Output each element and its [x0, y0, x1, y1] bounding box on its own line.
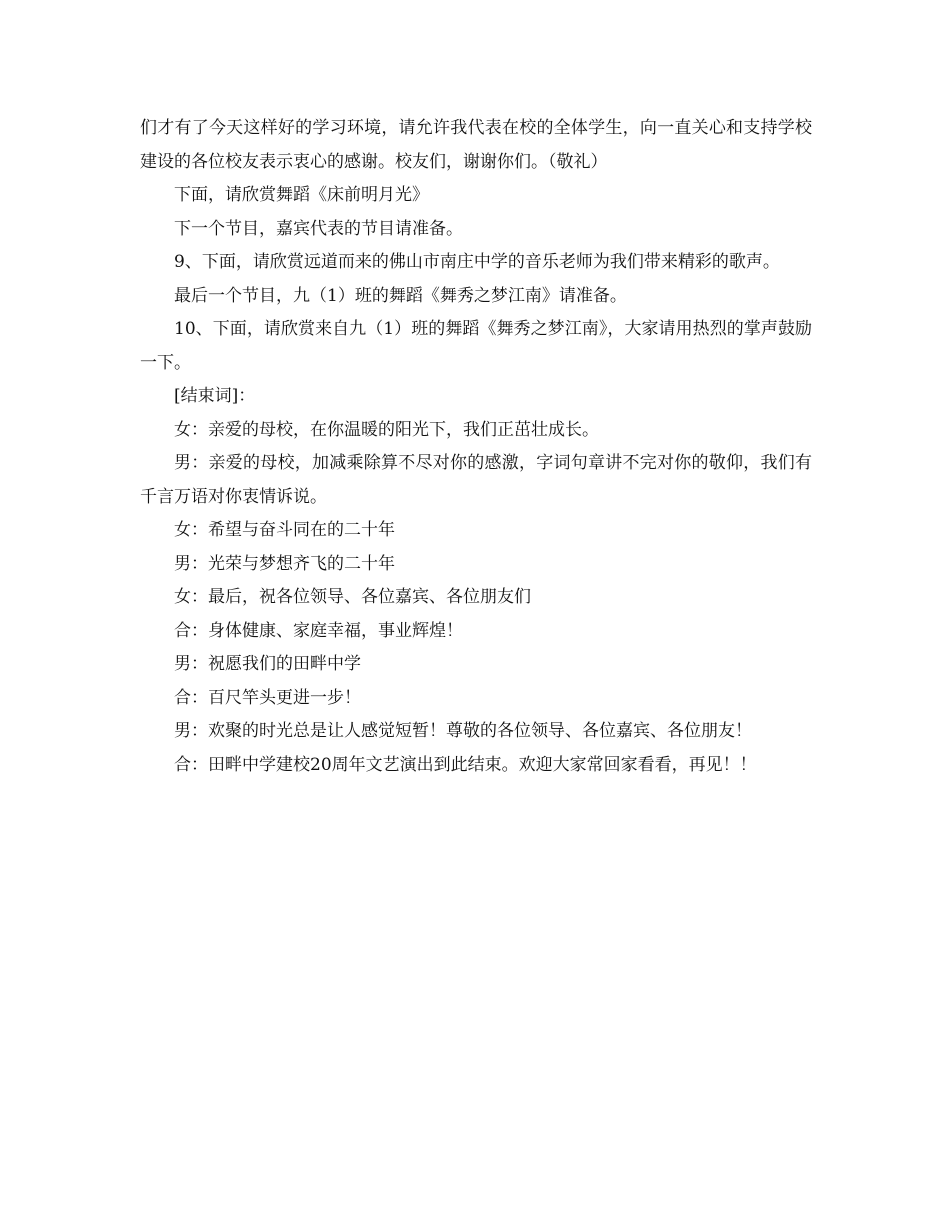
paragraph-line-together-3: 合：田畔中学建校20周年文艺演出到此结束。欢迎大家常回家看看，再见！！: [174, 754, 757, 775]
paragraph-line-together-1: 合：身体健康、家庭幸福，事业辉煌！: [174, 620, 463, 641]
paragraph-line-male-3: 男：祝愿我们的田畔中学: [174, 654, 361, 674]
paragraph-line-male-4: 男：欢聚的时光总是让人感觉短暂！尊敬的各位领导、各位嘉宾、各位朋友！: [174, 721, 752, 741]
paragraph-last-item-prepare: 最后一个节目，九（1）班的舞蹈《舞秀之梦江南》请准备。: [174, 285, 627, 306]
paragraph-item-10: 10、下面，请欣赏来自九（1）班的舞蹈《舞秀之梦江南》，大家请用热烈的掌声鼓励一下。: [140, 319, 812, 373]
paragraph-line-female-2: 女：希望与奋斗同在的二十年: [174, 520, 395, 540]
paragraph-guest-prepare: 下一个节目，嘉宾代表的节目请准备。: [174, 218, 463, 239]
paragraph-line-male-1: 男：亲爱的母校，加减乘除算不尽对你的感激，字词句章讲不完对你的敬仰，我们有千言万语对你衷情诉说。: [140, 453, 812, 507]
paragraph-line-female-1: 女：亲爱的母校，在你温暖的阳光下，我们正茁壮成长。: [174, 419, 599, 440]
paragraph-line-together-2: 合：百尺竿头更进一步！: [174, 687, 361, 708]
document-body: [140, 112, 812, 782]
paragraph-item-9: 9、下面，请欣赏远道而来的佛山市南庄中学的音乐老师为我们带来精彩的歌声。: [174, 252, 780, 272]
paragraph-line-female-3: 女：最后，祝各位领导、各位嘉宾、各位朋友们: [174, 587, 531, 607]
paragraph-dance-announcement: 下面，请欣赏舞蹈《床前明月光》: [174, 185, 429, 205]
paragraph-continuation: 们才有了今天这样好的学习环境，请允许我代表在校的全体学生，向一直关心和支持学校建设的各位校友表示衷心的感谢。校友们，谢谢你们。（敬礼）: [140, 118, 812, 172]
paragraph-line-male-2: 男：光荣与梦想齐飞的二十年: [174, 553, 395, 574]
paragraph-closing-heading: [结束词]：: [174, 386, 256, 406]
